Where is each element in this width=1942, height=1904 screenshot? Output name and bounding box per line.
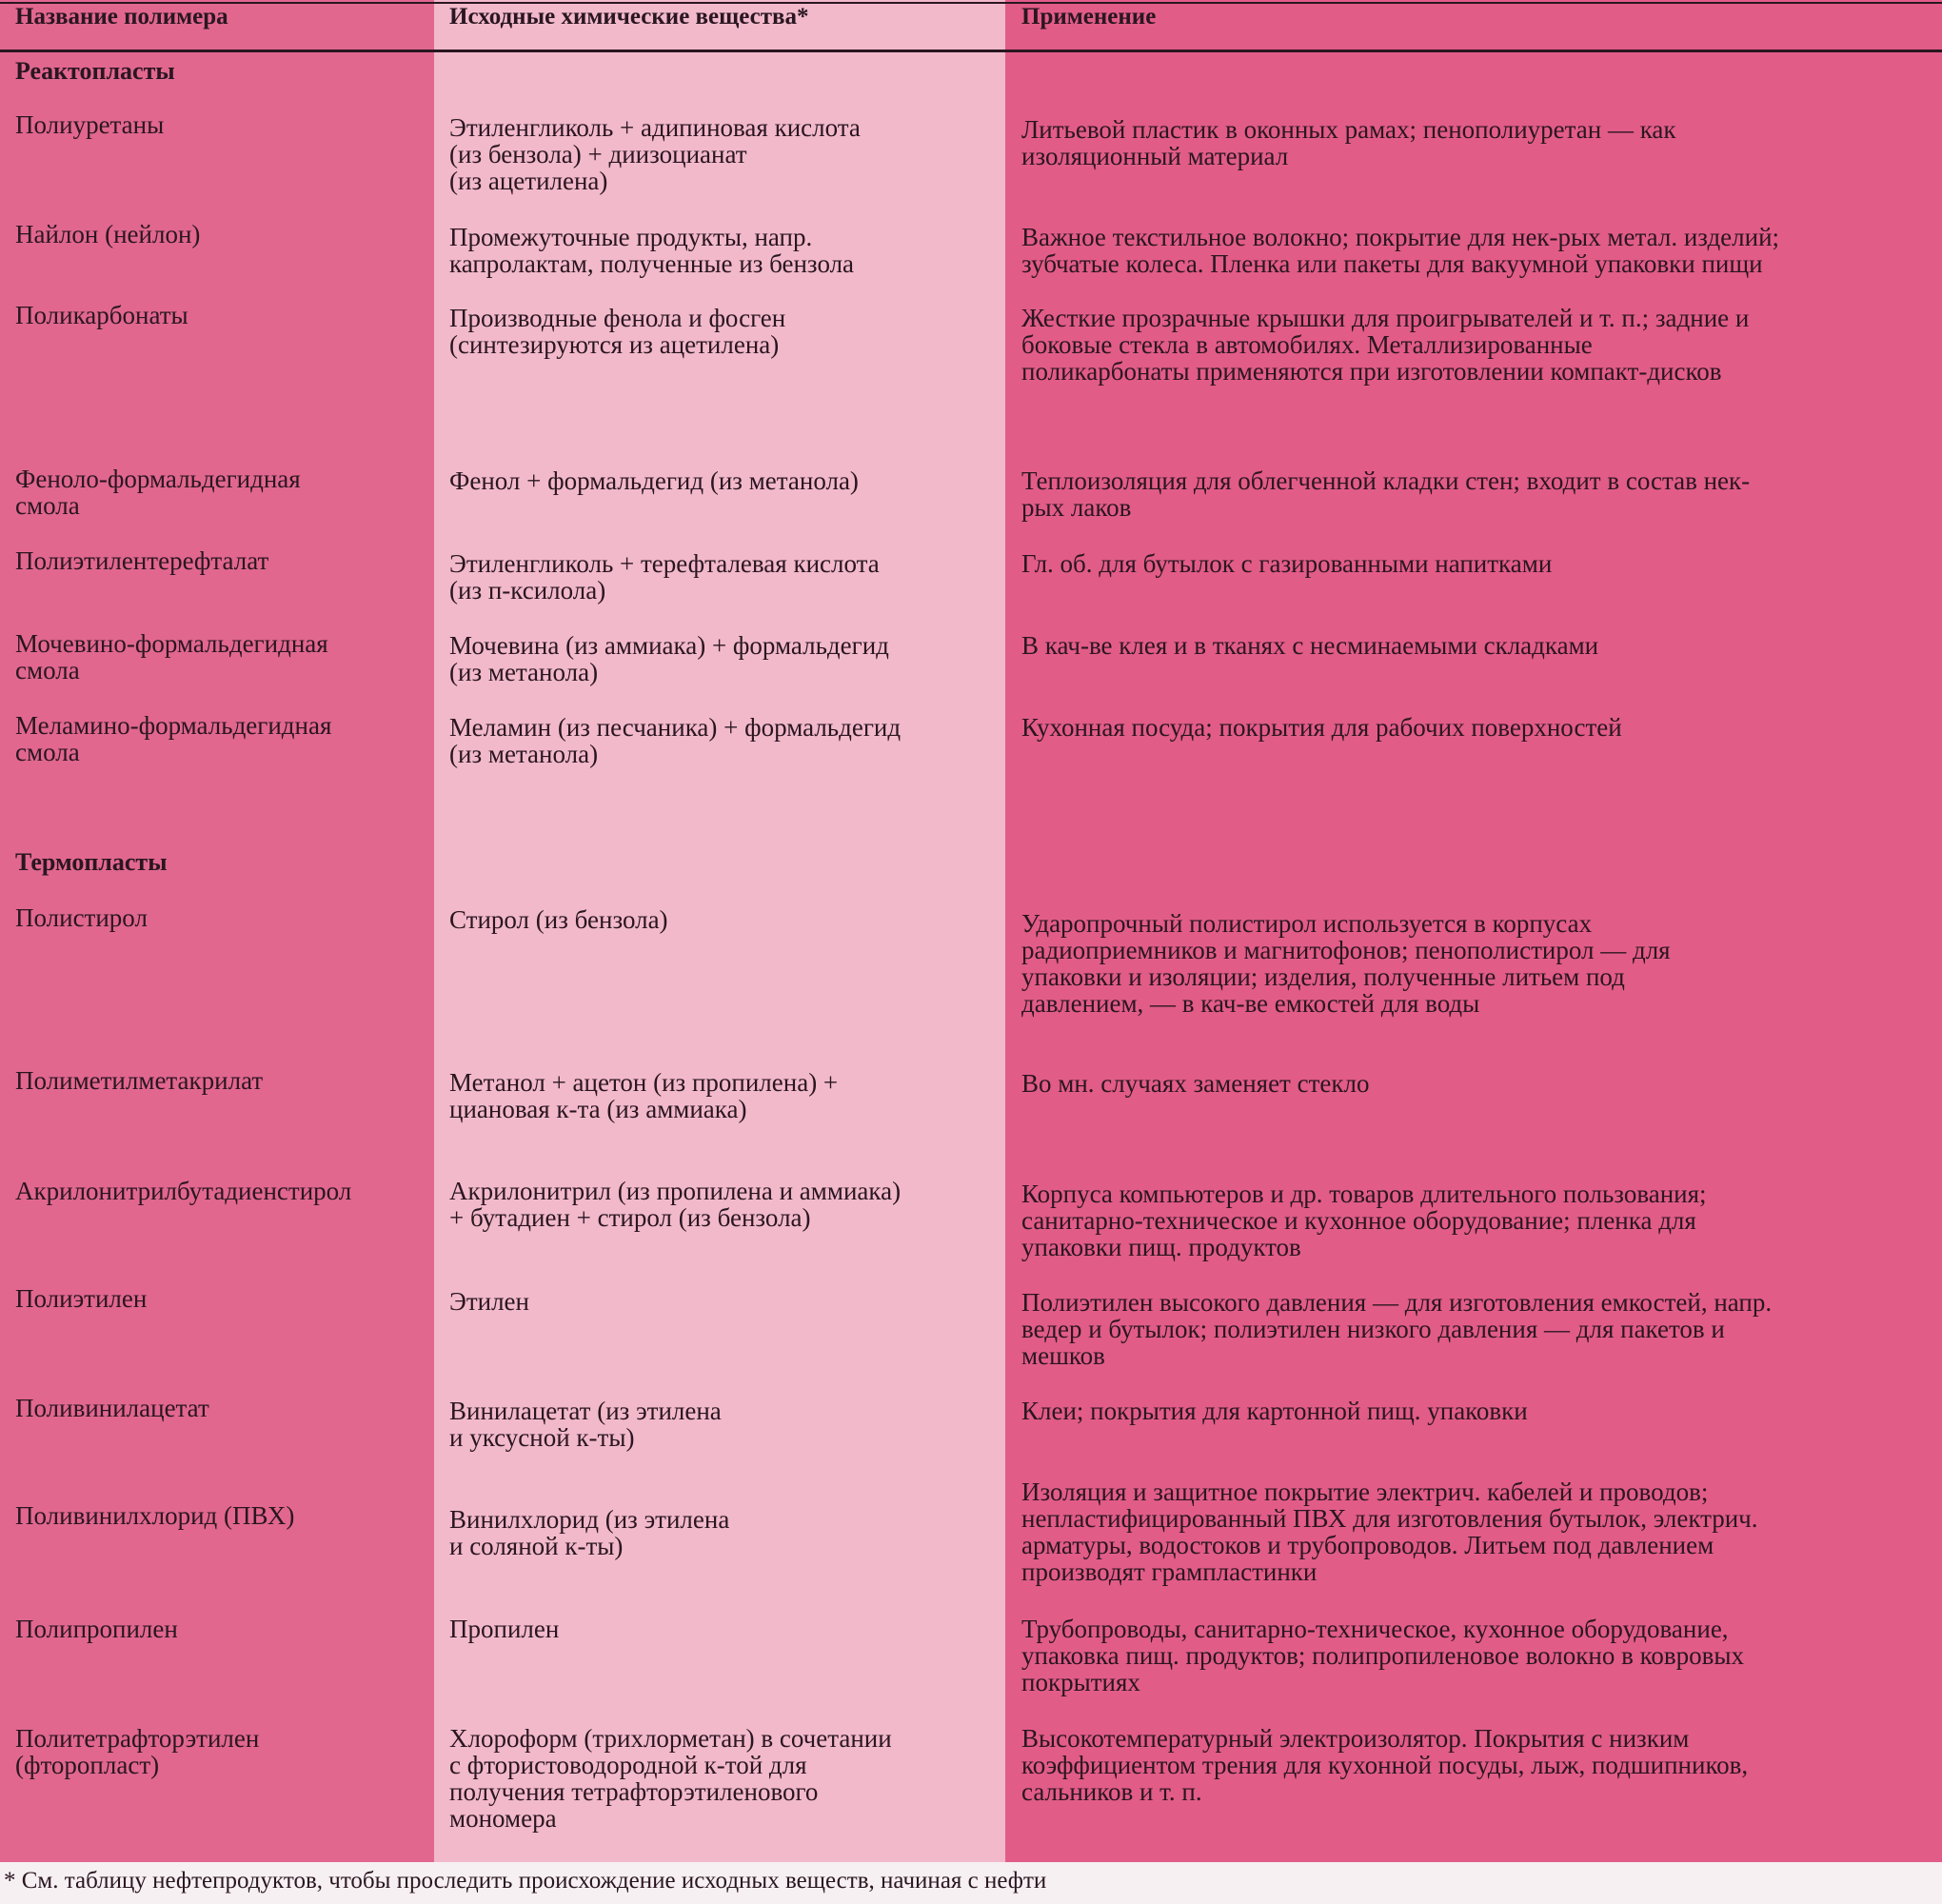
row-2-name: Поликарбонаты xyxy=(15,301,188,329)
row-4-source: Этиленгликоль + терефталевая кислота (из п-ксилола) xyxy=(449,549,880,605)
row-13-source: Пропилен xyxy=(449,1615,560,1643)
footnote: * См. таблицу нефтепродуктов, чтобы проследить происхождение исходных веществ, начиная с нефти xyxy=(4,1868,1047,1894)
row-3-source: Фенол + формальдегид (из метанола) xyxy=(449,466,859,495)
row-8-name: Полиметилметакрилат xyxy=(15,1066,264,1095)
row-6-name: Меламино-формальдегидная смола xyxy=(15,711,332,766)
row-11-source: Винилацетат (из этилена и уксусной к-ты) xyxy=(449,1397,722,1452)
section-thermosets: Реактопласты xyxy=(15,57,175,85)
row-10-source: Этилен xyxy=(449,1287,529,1316)
row-1-name: Найлон (нейлон) xyxy=(15,220,201,248)
row-14-source: Хлороформ (трихлорметан) в сочетании с фтористоводородной к-той для получения тетрафторэтиленового мономера xyxy=(449,1724,892,1833)
row-8-use: Во мн. случаях заменяет стекло xyxy=(1021,1069,1370,1098)
row-1-source: Промежуточные продукты, напр. капролактам, полученные из бензола xyxy=(449,223,855,278)
row-11-name: Поливинилацетат xyxy=(15,1394,209,1422)
row-4-use: Гл. об. для бутылок с газированными напитками xyxy=(1021,549,1553,578)
row-12-name: Поливинилхлорид (ПВХ) xyxy=(15,1501,295,1530)
row-5-use: В кач-ве клея и в тканях с несминаемыми складками xyxy=(1021,631,1599,660)
top-rule xyxy=(0,2,1942,4)
row-11-use: Клеи; покрытия для картонной пищ. упаковки xyxy=(1021,1397,1528,1425)
row-3-name: Феноло-формальдегидная смола xyxy=(15,465,301,520)
row-10-name: Полиэтилен xyxy=(15,1284,148,1313)
row-5-source: Мочевина (из аммиака) + формальдегид (из метанола) xyxy=(449,631,889,686)
row-5-name: Мочевино-формальдегидная смола xyxy=(15,629,328,684)
row-2-source: Производные фенола и фосген (синтезируются из ацетилена) xyxy=(449,304,786,359)
row-4-name: Полиэтилентерефталат xyxy=(15,546,269,575)
row-12-source: Винилхлорид (из этилена и соляной к-ты) xyxy=(449,1505,730,1560)
row-0-source: Этиленгликоль + адипиновая кислота (из бензола) + диизоцианат (из ацетилена) xyxy=(449,113,861,195)
row-0-name: Полиуретаны xyxy=(15,110,165,139)
row-13-name: Полипропилен xyxy=(15,1615,178,1643)
section-thermoplastics: Термопласты xyxy=(15,848,168,876)
row-6-use: Кухонная посуда; покрытия для рабочих поверхностей xyxy=(1021,713,1622,742)
row-2-use: Жесткие прозрачные крышки для проигрывателей и т. п.; задние и боковые стекла в автомобилях. Металлизированные поликарбонаты применяются при изготовлении компакт-дисков xyxy=(1021,304,1750,386)
header-rule xyxy=(0,50,1942,52)
row-9-use: Корпуса компьютеров и др. товаров длительного пользования; санитарно-техническое и кухонное оборудование; пленка для упаковки пищ. продуктов xyxy=(1021,1180,1707,1261)
header-source: Исходные химические вещества* xyxy=(449,4,809,30)
row-8-source: Метанол + ацетон (из пропилена) + циановая к-та (из аммиака) xyxy=(449,1068,839,1123)
row-9-source: Акрилонитрил (из пропилена и аммиака) + бутадиен + стирол (из бензола) xyxy=(449,1177,902,1232)
row-12-use: Изоляция и защитное покрытие электрич. кабелей и проводов; непластифицированный ПВХ для изготовления бутылок, электрич. арматуры, водостоков и трубопроводов. Литьем под давлением производят грампластинки xyxy=(1021,1478,1758,1586)
row-13-use: Трубопроводы, санитарно-техническое, кухонное оборудование, упаковка пищ. продуктов; полипропиленовое волокно в ковровых покрытиях xyxy=(1021,1615,1744,1696)
row-10-use: Полиэтилен высокого давления — для изготовления емкостей, напр. ведер и бутылок; полиэтилен низкого давления — для пакетов и мешков xyxy=(1021,1288,1773,1370)
row-1-use: Важное текстильное волокно; покрытие для нек-рых метал. изделий; зубчатые колеса. Пленка или пакеты для вакуумной упаковки пищи xyxy=(1021,223,1780,278)
row-7-name: Полистирол xyxy=(15,903,148,932)
row-3-use: Теплоизоляция для облегченной кладки стен; входит в состав нек- рых лаков xyxy=(1021,466,1751,522)
row-14-name: Политетрафторэтилен (фторопласт) xyxy=(15,1724,260,1779)
header-name: Название полимера xyxy=(15,4,228,30)
row-9-name: Акрилонитрилбутадиенстирол xyxy=(15,1177,352,1205)
row-14-use: Высокотемпературный электроизолятор. Покрытия с низким коэффициентом трения для кухонной посуды, лыж, подшипников, сальников и т. п. xyxy=(1021,1724,1749,1806)
row-7-use: Ударопрочный полистирол используется в корпусах радиоприемников и магнитофонов; пенополистирол — для упаковки и изоляции; изделия, полученные литьем под давлением, — в кач-ве емкостей для воды xyxy=(1021,909,1671,1018)
row-6-source: Меламин (из песчаника) + формальдегид (из метанола) xyxy=(449,713,902,768)
row-7-source: Стирол (из бензола) xyxy=(449,905,668,934)
header-use: Применение xyxy=(1021,4,1157,30)
row-0-use: Литьевой пластик в оконных рамах; пенополиуретан — как изоляционный материал xyxy=(1021,115,1676,170)
